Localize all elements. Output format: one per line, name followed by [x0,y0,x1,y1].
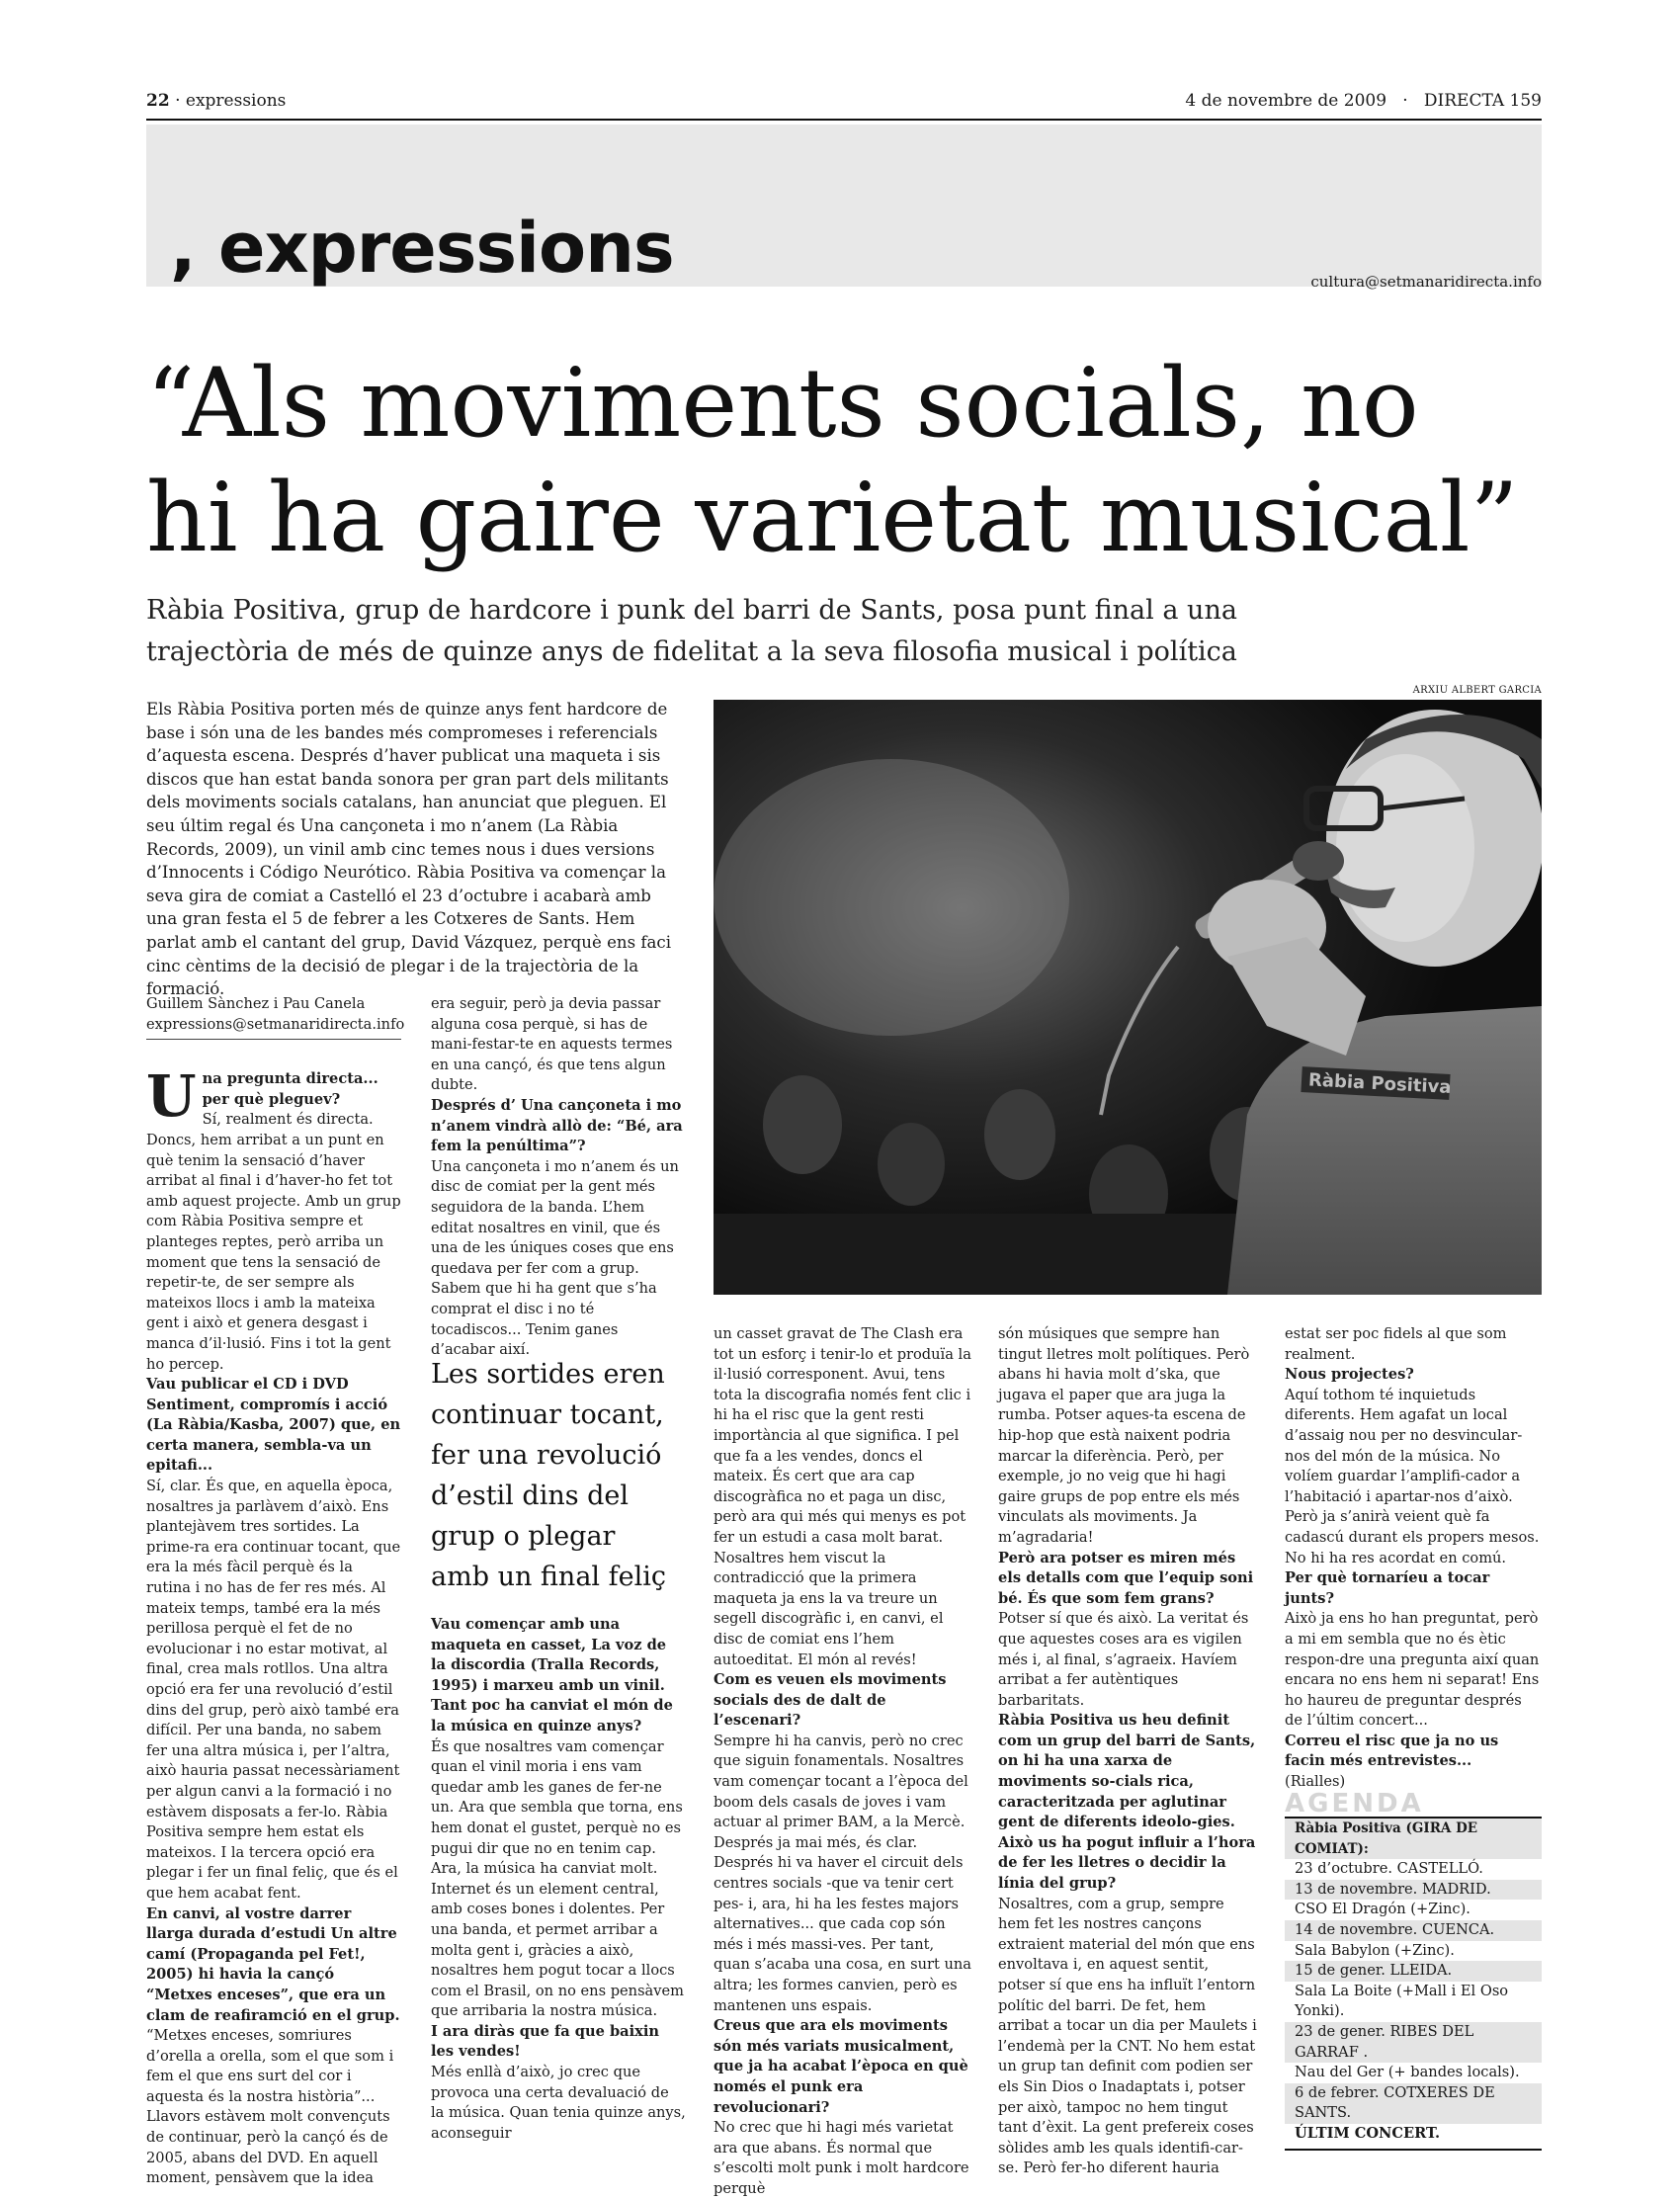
byline-email[interactable]: expressions@setmanaridirecta.info [146,1015,405,1033]
answer: era seguir, però ja devia passar alguna cosa perquè, si has de mani-festar-te en aquests termes en una cançó, és que tens algun dubte. [431,995,673,1094]
byline [146,994,405,1040]
answer: No crec que hi hagi més varietat ara que abans. És normal que s’escolti molt punk i molt hardcore perquè [714,2119,969,2197]
agenda-row: 23 de gener. RIBES DEL GARRAF . [1285,2022,1542,2063]
question: En canvi, al vostre darrer llarga durada d’estudi Un altre camí (Propaganda pel Fet!, 2005) hi havia la cançó “Metxes enceses”, que era un clam de reafiramció en el grup. [146,1904,400,2024]
question: Nous projectes? [1285,1366,1414,1384]
page-number: 22 [146,91,170,111]
agenda-row: 6 de febrer. COTXERES DE SANTS. [1285,2083,1542,2124]
pull-quote: Les sortides eren continuar tocant, fer una revolució d’estil dins del grup o plegar amb un final feliç [431,1359,667,1592]
agenda-row: 14 de novembre. CUENCA. [1285,1920,1542,1941]
agenda-row: Nau del Ger (+ bandes locals). [1295,2064,1520,2081]
byline-authors: Guillem Sànchez i Pau Canela [146,995,366,1012]
headline [146,346,1559,575]
question: Per què tornaríeu a tocar junts? [1285,1569,1490,1607]
section-email[interactable]: cultura@setmanaridirecta.info [1310,273,1542,291]
intro-paragraph [146,698,682,1001]
header-section: expressions [185,91,287,111]
agenda-row: Sala La Boite (+Mall i El Oso Yonki). [1295,1982,1509,2020]
agenda-bottom-rule [1285,2149,1542,2151]
agenda-title: AGENDA [1285,1789,1424,1819]
signoff: (Rialles) [1285,1773,1346,1791]
photo-credit: ARXIU ALBERT GARCIA [1412,685,1542,696]
answer: Potser sí que és això. La veritat és que aquestes coses ara es vigilen més i, al final, s’agraeix. Havíem arribat a fer autèntiques barbaritats. [998,1610,1249,1709]
answer: És que nosaltres vam començar quan el vinil moria i ens vam quedar amb les ganes de fer-ne un. Ara que sembla que torna, ens hem donat el gustet, perquè no es pugui dir que no en tenim cap. Ara, la música ha canviat molt. Internet és un element central, amb coses bones i dolentes. Per una banda, et permet arribar a molta gent i, gràcies a això, nosaltres hem pogut tocar a llocs com el Brasil, on no ens pensàvem que arribaria la nostra música. [431,1737,684,2020]
agenda-row: ÚLTIM CONCERT. [1295,2124,1441,2142]
column-2-bottom [431,1615,686,2144]
header-dot: · [1402,91,1408,111]
answer: Més enllà d’això, jo crec que provoca una certa devaluació de la música. Quan tenia quinze anys, aconseguir [431,2064,686,2142]
question: na pregunta directa... per què pleguev? [202,1070,378,1108]
answer: Una cançoneta i mo n’anem és un disc de comiat per la gent més seguidora de la banda. L’hem editat nosaltres en vinil, que és una de les úniques coses que ens quedava per fer com a grup. Sabem que hi ha gent que s’ha comprat el disc i no té tocadiscos... Tenim ganes d’acabar així. [431,1157,679,1359]
answer: Sempre hi ha canvis, però no crec que siguin fonamentals. Nosaltres vam començar tocant a l’època del boom dels casals de joves i vam actuar al primer BAM, a la Mercè. Després ja mai més, és clar. Després hi va haver el circuit dels centres socials -que va tenir cert pes- i, ara, hi ha les festes majors alternatives... que cada cop són més i més massi-ves. Per tant, quan s’acaba una cosa, en surt una altra; les formes canvien, però es mantenen uns espais. [714,1732,971,2014]
agenda-row: 15 de gener. LLEIDA. [1285,1961,1542,1982]
header-rule [146,119,1542,121]
singer-photo [714,700,1542,1295]
issue-number: DIRECTA 159 [1423,91,1542,111]
headline-line-1: “Als moviments socials, no [146,348,1419,459]
answer: “Metxes enceses, somriures d’orella a orella, som el que som i fem el que ens surt del cor i aquesta és la nostra història”... Llavors estàvem molt convençuts de continuar, però la cançó és de 2005, abans del DVD. En aquell moment, pensàvem que la idea [146,2027,394,2187]
drop-cap: U [146,1062,197,1131]
answer: Nosaltres, com a grup, sempre hem fet les nostres cançons extraient material del món que ens envoltava i, en aquest sentit, potser sí que ens ha influït l’entorn polític del barri. De fet, hem arribat a tocar un dia per Maulets i l’endemà per la CNT. No hem estat un grup tan definit com podien ser els Sin Dios o Inadaptats i, potser per això, tampoc no hem tingut tant d’èxit. La gent prefereix coses sòlides amb les quals identifi-car-se. Però fer-ho diferent hauria [998,1895,1257,2177]
agenda-row: CSO El Dragón (+Zinc). [1295,1901,1470,1918]
question: Ràbia Positiva us heu definit com un grup del barri de Sants, on hi ha una xarxa de moviments so-cials rica, caracteritzada per aglutinar gent de diferents ideolo-gies. Això us ha pogut influir a l’hora de fer les lletres o decidir la línia del grup? [998,1712,1256,1893]
answer: Aquí tothom té inquietuds diferents. Hem agafat un local d’assaig nou per no desvincular-nos del món de la música. No volíem guardar l’amplifi-cador a l’habitació i apartar-nos d’això. Però ja s’anirà veient què fa cadascú durant els propers mesos. No hi ha res acordat en comú. [1285,1386,1540,1566]
deck [146,590,1530,673]
section-title: , expressions [170,208,674,289]
headline-line-2: hi ha gaire varietat musical” [146,463,1519,573]
column-1 [146,994,405,2189]
agenda-row: 23 d’octubre. CASTELLÓ. [1295,1860,1483,1878]
issue-date: 4 de novembre de 2009 [1185,91,1387,111]
singer-photo-illustration [714,700,1542,1295]
question: Vau començar amb una maqueta en casset, La voz de la discordia (Tralla Records, 1995) i marxeu amb un vinil. Tant poc ha canviat el món de la música en quinze anys? [431,1616,673,1735]
running-header-left [146,91,286,111]
agenda-row: 13 de novembre. MADRID. [1285,1880,1542,1901]
answer: Sí, clar. És que, en aquella època, nosaltres ja parlàvem d’això. Ens plantejàvem tres sortides. La prime-ra era continuar tocant, que era la més fàcil perquè és la rutina i no has de fer res més. Al mateix temps, també era la més perillosa perquè el fet de no evolucionar i no estar motivat, al final, crea mals rotllos. Una altra opció era fer una revolució d’estil dins del grup, però això també era difícil. Per una banda, no sabem fer una altra música i, per l’altra, això hauria passat necessàriament per algun canvi a la formació i no estàvem disposats a fer-lo. Ràbia Positiva sempre hem estat els mateixos. I la tercera opció era plegar i fer un final feliç, que és el que hem acabat fent. [146,1478,401,1902]
answer: són músiques que sempre han tingut lletres molt polítiques. Però abans hi havia molt d’ska, que jugava el paper que ara juga la rumba. Potser aques-ta escena de hip-hop que està naixent podria marcar la diferència. Però, per exemple, jo no veig que hi hagi gaire grups de pop entre els més vinculats als moviments. Ja m’agradaria! [998,1325,1250,1546]
answer: estat ser poc fidels al que som realment. [1285,1325,1507,1363]
question: Però ara potser es miren més els detalls com que l’equip soni bé. És que som fem grans? [998,1549,1254,1607]
question: I ara diràs que fa que baixin les vendes! [431,2022,660,2061]
column-5 [1285,1324,1544,1793]
answer: Això ja ens ho han preguntat, però a mi em sembla que no és ètic respon-dre una pregunta així quan encara no ens hem ni separat! Ens ho haureu de preguntar després de l’últim concert... [1285,1610,1540,1730]
intro-text: Els Ràbia Positiva porten més de quinze anys fent hardcore de base i són una de les bandes més compromeses i referencials d’aquesta escena. Després d’haver publicat una maqueta i sis discos que han estat banda sonora per gran part dels militants dels moviments socials catalans, han anunciat que pleguen. El seu últim regal és Una cançoneta i mo n’anem (La Ràbia Records, 2009), un vinil amb cinc temes nous i dues versions d’Innocents i Código Neurótico. Ràbia Positiva va començar la seva gira de comiat a Castelló el 23 d’octubre i acabarà amb una gran festa el 5 de febrer a les Cotxeres de Sants. Hem parlat amb el cantant del grup, David Vázquez, perquè ens faci cinc cèntims de la decisió de plegar i de la trajectòria de la formació. [146,700,672,999]
deck-line-2: trajectòria de més de quinze anys de fidelitat a la seva filosofia musical i política [146,636,1237,667]
column-4 [998,1324,1257,2179]
header-separator: · [175,91,181,111]
question: Correu el risc que ja no us facin més entrevistes... [1285,1732,1499,1770]
question: Creus que ara els moviments són més variats musicalment, que ja ha acabat l’època en què només el punk era revolucionari? [714,2017,968,2116]
question: Vau publicar el CD i DVD Sentiment, compromís i acció (La Ràbia/Kasba, 2007) que, en certa manera, sembla-va un epitafi... [146,1376,401,1475]
question: Com es veuen els moviments socials des de dalt de l’escenari? [714,1671,947,1730]
running-header-right [1185,91,1542,111]
shirt-text: Ràbia Positiva [1307,1069,1452,1098]
deck-line-1: Ràbia Positiva, grup de hardcore i punk del barri de Sants, posa punt final a una [146,595,1237,626]
column-2-top [431,994,686,1361]
column-3 [714,1324,972,2200]
agenda-row: Sala Babylon (+Zinc). [1295,1941,1455,1959]
answer: Sí, realment és directa. Doncs, hem arribat a un punt en què tenim la sensació d’haver arribat al final i d’haver-ho fet tot amb aquest projecte. Amb un grup com Ràbia Positiva sempre et planteges reptes, però arriba un moment que tens la sensació de repetir-te, de ser sempre als mateixos llocs i amb la mateixa gent i això et genera desgast i manca d’il·lusió. Fins i tot la gent ho percep. [146,1111,401,1373]
agenda-heading: Ràbia Positiva (GIRA DE COMIAT): [1285,1819,1542,1859]
answer: un casset gravat de The Clash era tot un esforç i tenir-lo et produïa la il·lusió corresponent. Avui, tens tota la discografia només fent clic i hi ha el risc que la gent resti importància al que significa. I pel que fa a les vendes, doncs el mateix. És cert que ara cap discogràfica no et paga un disc, però ara qui més qui menys es pot fer un estudi a casa molt barat. Nosaltres hem viscut la contradicció que la primera maqueta ja ens la va treure un segell discogràfic i, en canvi, el disc de comiat ens l’hem autoeditat. El món al revés! [714,1325,971,1668]
agenda-box [1285,1817,1542,2151]
question: Després d’ Una cançoneta i mo n’anem vindrà allò de: “Bé, ara fem la penúltima”? [431,1096,683,1155]
